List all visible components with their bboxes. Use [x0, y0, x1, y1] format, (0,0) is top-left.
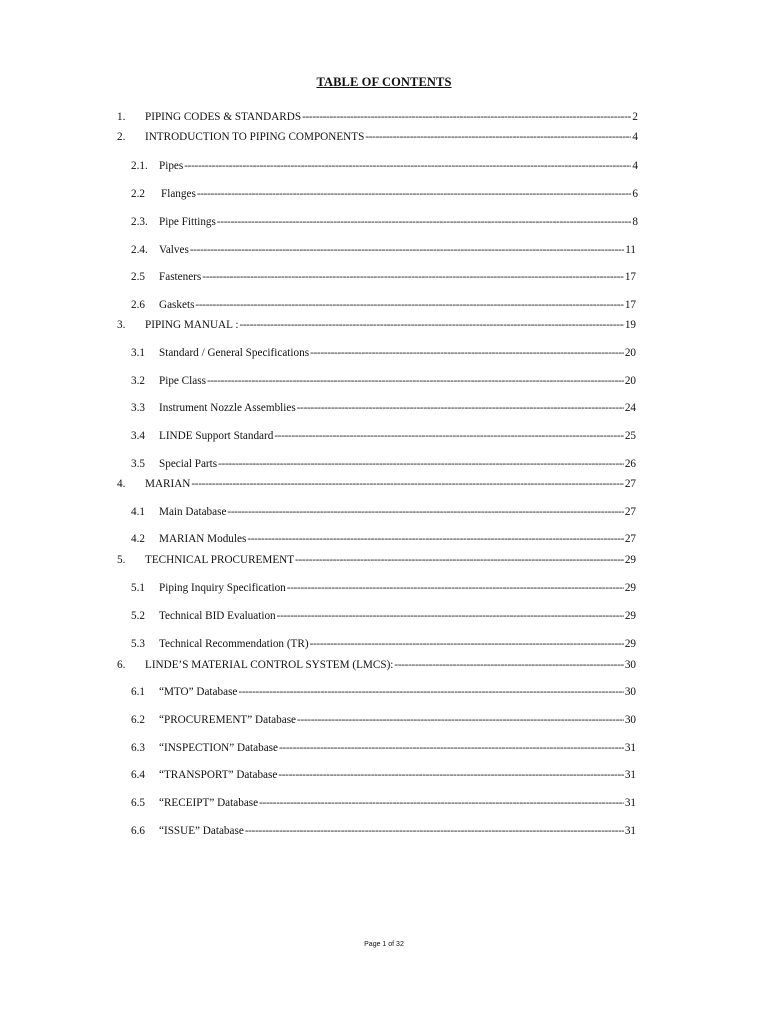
toc-heading: “ISSUE” Database: [159, 825, 244, 837]
toc-number: 2.: [117, 131, 126, 143]
toc-number: 1.: [117, 111, 126, 123]
toc-number: 2.6: [131, 299, 145, 311]
dot-leader: [191, 476, 623, 492]
toc-heading: “INSPECTION” Database: [159, 742, 278, 754]
toc-page-number: 27: [624, 533, 636, 545]
toc-number: 3.2: [131, 375, 145, 387]
toc-heading: MARIAN: [145, 478, 191, 490]
toc-number: 2.4.: [131, 244, 148, 256]
dot-leader: [274, 428, 623, 444]
toc-page-number: 20: [624, 347, 636, 359]
toc-number: 4.: [117, 478, 126, 490]
dot-leader: [365, 129, 631, 145]
dot-leader: [190, 242, 624, 258]
toc-number: 3.: [117, 319, 126, 331]
toc-heading: Instrument Nozzle Assemblies: [159, 402, 296, 414]
toc-page-number: 11: [625, 244, 636, 256]
toc-number: 6.6: [131, 825, 145, 837]
dot-leader: [207, 373, 624, 389]
toc-entry-1[interactable]: [117, 109, 638, 125]
toc-page-number: 31: [624, 769, 636, 781]
dot-leader: [302, 109, 631, 125]
toc-page-number: 19: [624, 319, 636, 331]
toc-entry-5-1[interactable]: [131, 580, 636, 596]
toc-entry-4-1[interactable]: [131, 504, 636, 520]
toc-entry-6-6[interactable]: [131, 823, 636, 839]
toc-entry-2-4[interactable]: [131, 242, 636, 258]
toc-page-number: 8: [632, 216, 638, 228]
toc-heading: PIPING CODES & STANDARDS: [145, 111, 302, 123]
toc-entry-2-5[interactable]: [131, 269, 636, 285]
toc-entry-5-2[interactable]: [131, 608, 636, 624]
toc-page-number: 2: [632, 111, 638, 123]
toc-page-number: 31: [624, 825, 636, 837]
toc-number: 3.1: [131, 347, 145, 359]
toc-number: 2.2: [131, 188, 145, 200]
toc-entry-4[interactable]: [117, 476, 636, 492]
toc-number: 2.3.: [131, 216, 148, 228]
dot-leader: [279, 740, 624, 756]
toc-entry-6-3[interactable]: [131, 740, 636, 756]
toc-entry-3-1[interactable]: [131, 345, 636, 361]
toc-heading: LINDE’S MATERIAL CONTROL SYSTEM (LMCS):: [145, 659, 394, 671]
dot-leader: [277, 608, 624, 624]
toc-entry-6-2[interactable]: [131, 712, 636, 728]
toc-entry-6-5[interactable]: [131, 795, 636, 811]
toc-heading: Technical BID Evaluation: [159, 610, 276, 622]
dot-leader: [259, 795, 624, 811]
toc-number: 5.2: [131, 610, 145, 622]
toc-entry-4-2[interactable]: [131, 531, 636, 547]
toc-page-number: 27: [624, 478, 636, 490]
dot-leader: [287, 580, 624, 596]
dot-leader: [202, 269, 624, 285]
toc-number: 2.1.: [131, 160, 148, 172]
toc-heading: Valves: [159, 244, 189, 256]
toc-heading: Pipe Fittings: [159, 216, 216, 228]
dot-leader: [197, 186, 632, 202]
toc-number: 3.5: [131, 458, 145, 470]
toc-entry-3-3[interactable]: [131, 400, 636, 416]
dot-leader: [184, 158, 631, 174]
toc-page-number: 30: [624, 659, 636, 671]
toc-page-number: 30: [624, 686, 636, 698]
dot-leader: [394, 657, 623, 673]
page-footer: Page 1 of 32: [364, 941, 404, 948]
toc-heading: “TRANSPORT” Database: [159, 769, 278, 781]
toc-number: 5.: [117, 554, 126, 566]
toc-heading: Gaskets: [159, 299, 195, 311]
toc-number: 6.: [117, 659, 126, 671]
toc-number: 6.3: [131, 742, 145, 754]
toc-entry-3-4[interactable]: [131, 428, 636, 444]
toc-entry-6-1[interactable]: [131, 684, 636, 700]
toc-number: 3.4: [131, 430, 145, 442]
toc-page-number: 20: [624, 375, 636, 387]
toc-heading: Standard / General Specifications: [159, 347, 310, 359]
toc-number: 4.2: [131, 533, 145, 545]
toc-number: 6.2: [131, 714, 145, 726]
toc-entry-6-4[interactable]: [131, 767, 636, 783]
toc-page-number: 24: [624, 402, 636, 414]
toc-entry-5-3[interactable]: [131, 636, 636, 652]
dot-leader: [239, 317, 623, 333]
toc-page-number: 29: [624, 610, 636, 622]
dot-leader: [295, 552, 624, 568]
toc-number: 2.5: [131, 271, 145, 283]
toc-heading: Technical Recommendation (TR): [159, 638, 309, 650]
toc-number: 4.1: [131, 506, 145, 518]
toc-heading: PIPING MANUAL :: [145, 319, 239, 331]
toc-heading: Pipes: [159, 160, 184, 172]
toc-page-number: 4: [632, 160, 638, 172]
dot-leader: [238, 684, 623, 700]
toc-heading: “RECEIPT” Database: [159, 797, 259, 809]
dot-leader: [278, 767, 623, 783]
dot-leader: [310, 636, 624, 652]
toc-entry-3-2[interactable]: [131, 373, 636, 389]
toc-entry-2-6[interactable]: [131, 297, 636, 313]
dot-leader: [297, 712, 624, 728]
toc-page-number: 29: [624, 582, 636, 594]
toc-heading: “MTO” Database: [159, 686, 238, 698]
toc-page-number: 17: [624, 299, 636, 311]
toc-entry-3-5[interactable]: [131, 456, 636, 472]
toc-page-number: 31: [624, 742, 636, 754]
toc-heading: “PROCUREMENT” Database: [159, 714, 297, 726]
toc-page-number: 30: [624, 714, 636, 726]
toc-page-number: 17: [624, 271, 636, 283]
toc-page-number: 25: [624, 430, 636, 442]
dot-leader: [247, 531, 623, 547]
toc-heading: Special Parts: [159, 458, 218, 470]
toc-page-number: 6: [632, 188, 638, 200]
dot-leader: [310, 345, 624, 361]
toc-page-number: 26: [624, 458, 636, 470]
toc-heading: Flanges: [161, 188, 196, 200]
toc-entry-5[interactable]: [117, 552, 636, 568]
toc-heading: TECHNICAL PROCUREMENT: [145, 554, 295, 566]
toc-entry-6[interactable]: [117, 657, 636, 673]
toc-number: 6.1: [131, 686, 145, 698]
toc-number: 5.1: [131, 582, 145, 594]
toc-title: TABLE OF CONTENTS: [316, 75, 452, 89]
toc-entry-2[interactable]: [117, 129, 638, 145]
toc-number: 3.3: [131, 402, 145, 414]
toc-number: 6.5: [131, 797, 145, 809]
dot-leader: [218, 456, 624, 472]
toc-number: 6.4: [131, 769, 145, 781]
toc-entry-3[interactable]: [117, 317, 636, 333]
toc-number: 5.3: [131, 638, 145, 650]
toc-heading: Fasteners: [159, 271, 202, 283]
toc-entry-2-3[interactable]: [131, 214, 638, 230]
toc-heading: INTRODUCTION TO PIPING COMPONENTS: [145, 131, 365, 143]
toc-heading: LINDE Support Standard: [159, 430, 274, 442]
toc-page-number: 31: [624, 797, 636, 809]
toc-entry-2-2[interactable]: [131, 186, 638, 202]
toc-heading: Piping Inquiry Specification: [159, 582, 286, 594]
toc-entry-2-1[interactable]: [131, 158, 638, 174]
toc-heading: Main Database: [159, 506, 227, 518]
toc-page-number: 4: [632, 131, 638, 143]
toc-heading: MARIAN Modules: [159, 533, 247, 545]
dot-leader: [245, 823, 624, 839]
dot-leader: [217, 214, 632, 230]
toc-page-number: 27: [624, 506, 636, 518]
dot-leader: [195, 297, 623, 313]
dot-leader: [297, 400, 624, 416]
dot-leader: [227, 504, 623, 520]
toc-heading: Pipe Class: [159, 375, 206, 387]
toc-page-number: 29: [624, 554, 636, 566]
toc-page-number: 29: [624, 638, 636, 650]
